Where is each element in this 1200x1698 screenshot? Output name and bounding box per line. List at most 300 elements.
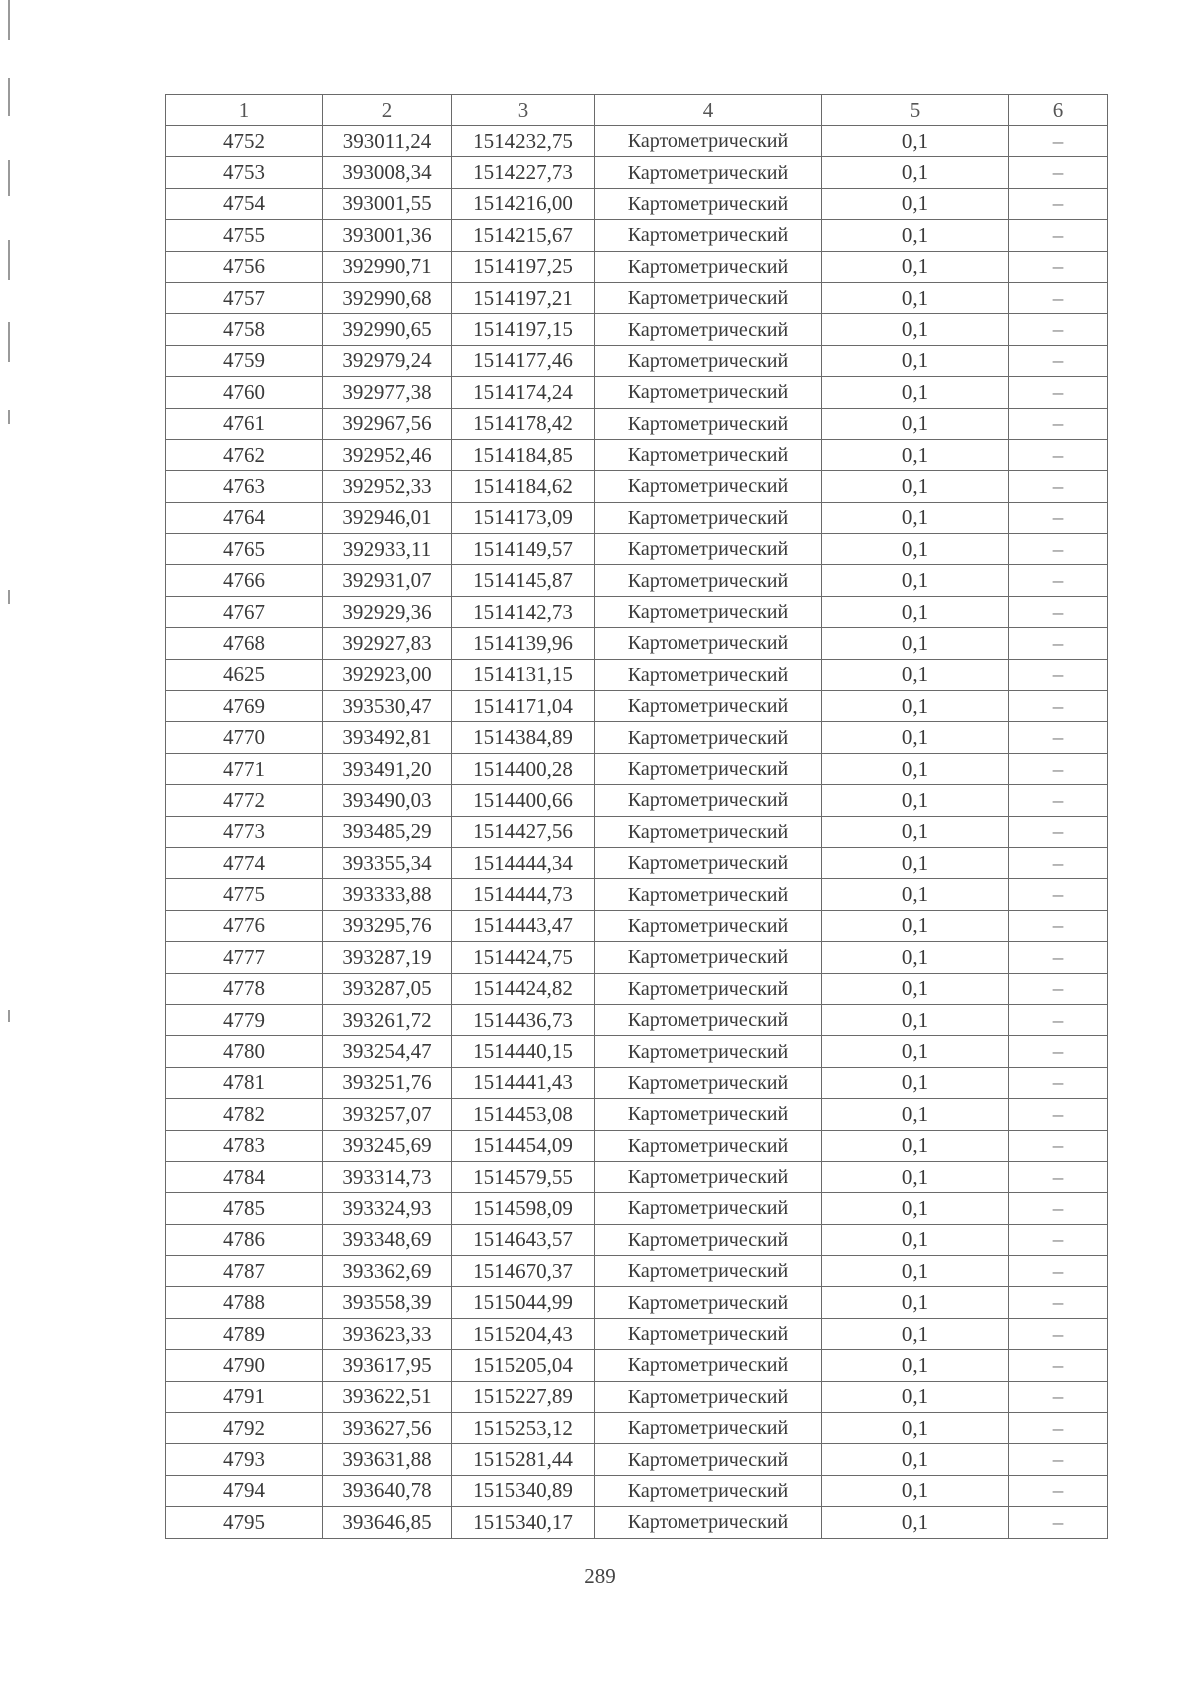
- x-coordinate-cell: 393314,73: [323, 1161, 452, 1192]
- point-number-cell: 4761: [166, 408, 323, 439]
- table-row: [166, 1318, 1108, 1349]
- note-cell: –: [1009, 1475, 1108, 1506]
- method-cell: Картометрический: [595, 408, 822, 439]
- table-row: [166, 691, 1108, 722]
- y-coordinate-cell: 1514215,67: [452, 220, 595, 251]
- x-coordinate-cell: 392927,83: [323, 628, 452, 659]
- x-coordinate-cell: 393640,78: [323, 1475, 452, 1506]
- accuracy-cell: 0,1: [822, 565, 1009, 596]
- y-coordinate-cell: 1514171,04: [452, 691, 595, 722]
- y-coordinate-cell: 1514670,37: [452, 1256, 595, 1287]
- point-number-cell: 4762: [166, 439, 323, 470]
- table-row: [166, 1444, 1108, 1475]
- y-coordinate-cell: 1514177,46: [452, 345, 595, 376]
- x-coordinate-cell: 392946,01: [323, 502, 452, 533]
- point-number-cell: 4770: [166, 722, 323, 753]
- method-cell: Картометрический: [595, 1475, 822, 1506]
- table-row: [166, 188, 1108, 219]
- point-number-cell: 4783: [166, 1130, 323, 1161]
- method-cell: Картометрический: [595, 534, 822, 565]
- y-coordinate-cell: 1514441,43: [452, 1067, 595, 1098]
- note-cell: –: [1009, 816, 1108, 847]
- accuracy-cell: 0,1: [822, 816, 1009, 847]
- point-number-cell: 4792: [166, 1413, 323, 1444]
- point-number-cell: 4794: [166, 1475, 323, 1506]
- scan-artifact: [8, 78, 10, 116]
- accuracy-cell: 0,1: [822, 910, 1009, 941]
- point-number-cell: 4765: [166, 534, 323, 565]
- x-coordinate-cell: 392990,65: [323, 314, 452, 345]
- table-row: [166, 1350, 1108, 1381]
- y-coordinate-cell: 1514436,73: [452, 1004, 595, 1035]
- point-number-cell: 4788: [166, 1287, 323, 1318]
- accuracy-cell: 0,1: [822, 1318, 1009, 1349]
- method-cell: Картометрический: [595, 251, 822, 282]
- note-cell: –: [1009, 1507, 1108, 1538]
- x-coordinate-cell: 393001,55: [323, 188, 452, 219]
- x-coordinate-cell: 393617,95: [323, 1350, 452, 1381]
- x-coordinate-cell: 392923,00: [323, 659, 452, 690]
- table-row: [166, 1287, 1108, 1318]
- accuracy-cell: 0,1: [822, 408, 1009, 439]
- x-coordinate-cell: 393558,39: [323, 1287, 452, 1318]
- note-cell: –: [1009, 753, 1108, 784]
- method-cell: Картометрический: [595, 1130, 822, 1161]
- x-coordinate-cell: 393001,36: [323, 220, 452, 251]
- method-cell: Картометрический: [595, 1413, 822, 1444]
- x-coordinate-cell: 392952,46: [323, 439, 452, 470]
- scan-artifact: [8, 1010, 10, 1022]
- method-cell: Картометрический: [595, 879, 822, 910]
- table-row: [166, 659, 1108, 690]
- point-number-cell: 4767: [166, 596, 323, 627]
- note-cell: –: [1009, 1256, 1108, 1287]
- note-cell: –: [1009, 251, 1108, 282]
- header-row: [166, 95, 1108, 126]
- table-row: [166, 1507, 1108, 1538]
- accuracy-cell: 0,1: [822, 377, 1009, 408]
- point-number-cell: 4793: [166, 1444, 323, 1475]
- accuracy-cell: 0,1: [822, 126, 1009, 157]
- note-cell: –: [1009, 220, 1108, 251]
- x-coordinate-cell: 392977,38: [323, 377, 452, 408]
- point-number-cell: 4776: [166, 910, 323, 941]
- x-coordinate-cell: 393623,33: [323, 1318, 452, 1349]
- method-cell: Картометрический: [595, 722, 822, 753]
- note-cell: –: [1009, 314, 1108, 345]
- x-coordinate-cell: 392952,33: [323, 471, 452, 502]
- x-coordinate-cell: 392990,68: [323, 282, 452, 313]
- table-row: [166, 1224, 1108, 1255]
- table-row: [166, 596, 1108, 627]
- note-cell: –: [1009, 973, 1108, 1004]
- table-row: [166, 157, 1108, 188]
- scan-artifact: [8, 160, 10, 196]
- method-cell: Картометрический: [595, 1256, 822, 1287]
- y-coordinate-cell: 1515340,89: [452, 1475, 595, 1506]
- column-header-6: 6: [1009, 95, 1108, 126]
- column-header-3: 3: [452, 95, 595, 126]
- coordinates-table: [165, 94, 1108, 1539]
- point-number-cell: 4784: [166, 1161, 323, 1192]
- accuracy-cell: 0,1: [822, 1067, 1009, 1098]
- note-cell: –: [1009, 659, 1108, 690]
- note-cell: –: [1009, 565, 1108, 596]
- point-number-cell: 4789: [166, 1318, 323, 1349]
- table-row: [166, 1036, 1108, 1067]
- y-coordinate-cell: 1514400,28: [452, 753, 595, 784]
- y-coordinate-cell: 1514227,73: [452, 157, 595, 188]
- x-coordinate-cell: 393485,29: [323, 816, 452, 847]
- y-coordinate-cell: 1515340,17: [452, 1507, 595, 1538]
- note-cell: –: [1009, 879, 1108, 910]
- accuracy-cell: 0,1: [822, 1256, 1009, 1287]
- table-row: [166, 282, 1108, 313]
- note-cell: –: [1009, 126, 1108, 157]
- accuracy-cell: 0,1: [822, 1350, 1009, 1381]
- point-number-cell: 4753: [166, 157, 323, 188]
- note-cell: –: [1009, 1161, 1108, 1192]
- point-number-cell: 4764: [166, 502, 323, 533]
- accuracy-cell: 0,1: [822, 722, 1009, 753]
- scan-artifact: [8, 0, 10, 40]
- accuracy-cell: 0,1: [822, 1130, 1009, 1161]
- point-number-cell: 4774: [166, 847, 323, 878]
- accuracy-cell: 0,1: [822, 973, 1009, 1004]
- note-cell: –: [1009, 157, 1108, 188]
- y-coordinate-cell: 1514131,15: [452, 659, 595, 690]
- point-number-cell: 4779: [166, 1004, 323, 1035]
- method-cell: Картометрический: [595, 314, 822, 345]
- method-cell: Картометрический: [595, 1193, 822, 1224]
- y-coordinate-cell: 1514184,62: [452, 471, 595, 502]
- y-coordinate-cell: 1514444,73: [452, 879, 595, 910]
- accuracy-cell: 0,1: [822, 314, 1009, 345]
- accuracy-cell: 0,1: [822, 188, 1009, 219]
- x-coordinate-cell: 393261,72: [323, 1004, 452, 1035]
- point-number-cell: 4781: [166, 1067, 323, 1098]
- x-coordinate-cell: 393287,19: [323, 942, 452, 973]
- method-cell: Картометрический: [595, 1067, 822, 1098]
- x-coordinate-cell: 393627,56: [323, 1413, 452, 1444]
- method-cell: Картометрический: [595, 816, 822, 847]
- point-number-cell: 4766: [166, 565, 323, 596]
- page-number: 289: [584, 1564, 616, 1588]
- method-cell: Картометрический: [595, 1507, 822, 1538]
- x-coordinate-cell: 393257,07: [323, 1099, 452, 1130]
- method-cell: Картометрический: [595, 785, 822, 816]
- y-coordinate-cell: 1514424,82: [452, 973, 595, 1004]
- x-coordinate-cell: 393324,93: [323, 1193, 452, 1224]
- method-cell: Картометрический: [595, 628, 822, 659]
- accuracy-cell: 0,1: [822, 879, 1009, 910]
- table-row: [166, 126, 1108, 157]
- table-row: [166, 220, 1108, 251]
- point-number-cell: 4759: [166, 345, 323, 376]
- accuracy-cell: 0,1: [822, 1381, 1009, 1412]
- point-number-cell: 4755: [166, 220, 323, 251]
- accuracy-cell: 0,1: [822, 502, 1009, 533]
- y-coordinate-cell: 1514598,09: [452, 1193, 595, 1224]
- y-coordinate-cell: 1514443,47: [452, 910, 595, 941]
- note-cell: –: [1009, 785, 1108, 816]
- table-row: [166, 408, 1108, 439]
- x-coordinate-cell: 393492,81: [323, 722, 452, 753]
- method-cell: Картометрический: [595, 1161, 822, 1192]
- accuracy-cell: 0,1: [822, 471, 1009, 502]
- y-coordinate-cell: 1514384,89: [452, 722, 595, 753]
- method-cell: Картометрический: [595, 659, 822, 690]
- y-coordinate-cell: 1514400,66: [452, 785, 595, 816]
- method-cell: Картометрический: [595, 377, 822, 408]
- point-number-cell: 4778: [166, 973, 323, 1004]
- table-row: [166, 785, 1108, 816]
- point-number-cell: 4754: [166, 188, 323, 219]
- x-coordinate-cell: 393362,69: [323, 1256, 452, 1287]
- method-cell: Картометрический: [595, 282, 822, 313]
- note-cell: –: [1009, 691, 1108, 722]
- y-coordinate-cell: 1515204,43: [452, 1318, 595, 1349]
- point-number-cell: 4772: [166, 785, 323, 816]
- table-row: [166, 251, 1108, 282]
- table-row: [166, 942, 1108, 973]
- note-cell: –: [1009, 408, 1108, 439]
- accuracy-cell: 0,1: [822, 157, 1009, 188]
- point-number-cell: 4782: [166, 1099, 323, 1130]
- accuracy-cell: 0,1: [822, 1224, 1009, 1255]
- table-row: [166, 345, 1108, 376]
- table-row: [166, 1413, 1108, 1444]
- x-coordinate-cell: 392931,07: [323, 565, 452, 596]
- method-cell: Картометрический: [595, 345, 822, 376]
- y-coordinate-cell: 1515281,44: [452, 1444, 595, 1475]
- note-cell: –: [1009, 1004, 1108, 1035]
- point-number-cell: 4769: [166, 691, 323, 722]
- note-cell: –: [1009, 1036, 1108, 1067]
- accuracy-cell: 0,1: [822, 1507, 1009, 1538]
- x-coordinate-cell: 393333,88: [323, 879, 452, 910]
- y-coordinate-cell: 1514454,09: [452, 1130, 595, 1161]
- note-cell: –: [1009, 1067, 1108, 1098]
- note-cell: –: [1009, 471, 1108, 502]
- column-header-2: 2: [323, 95, 452, 126]
- scan-artifact: [8, 322, 10, 362]
- note-cell: –: [1009, 1413, 1108, 1444]
- note-cell: –: [1009, 847, 1108, 878]
- method-cell: Картометрический: [595, 502, 822, 533]
- method-cell: Картометрический: [595, 942, 822, 973]
- note-cell: –: [1009, 377, 1108, 408]
- x-coordinate-cell: 393245,69: [323, 1130, 452, 1161]
- method-cell: Картометрический: [595, 188, 822, 219]
- accuracy-cell: 0,1: [822, 1287, 1009, 1318]
- accuracy-cell: 0,1: [822, 691, 1009, 722]
- y-coordinate-cell: 1514579,55: [452, 1161, 595, 1192]
- x-coordinate-cell: 392967,56: [323, 408, 452, 439]
- method-cell: Картометрический: [595, 1036, 822, 1067]
- table-row: [166, 1067, 1108, 1098]
- accuracy-cell: 0,1: [822, 1193, 1009, 1224]
- accuracy-cell: 0,1: [822, 1413, 1009, 1444]
- accuracy-cell: 0,1: [822, 659, 1009, 690]
- note-cell: –: [1009, 1099, 1108, 1130]
- note-cell: –: [1009, 282, 1108, 313]
- y-coordinate-cell: 1514173,09: [452, 502, 595, 533]
- table-row: [166, 816, 1108, 847]
- x-coordinate-cell: 393355,34: [323, 847, 452, 878]
- y-coordinate-cell: 1514424,75: [452, 942, 595, 973]
- note-cell: –: [1009, 1381, 1108, 1412]
- note-cell: –: [1009, 1130, 1108, 1161]
- note-cell: –: [1009, 1318, 1108, 1349]
- x-coordinate-cell: 392933,11: [323, 534, 452, 565]
- method-cell: Картометрический: [595, 1318, 822, 1349]
- accuracy-cell: 0,1: [822, 1004, 1009, 1035]
- scan-artifact: [8, 240, 10, 280]
- point-number-cell: 4757: [166, 282, 323, 313]
- method-cell: Картометрический: [595, 439, 822, 470]
- table-row: [166, 722, 1108, 753]
- y-coordinate-cell: 1515044,99: [452, 1287, 595, 1318]
- note-cell: –: [1009, 188, 1108, 219]
- point-number-cell: 4777: [166, 942, 323, 973]
- y-coordinate-cell: 1514139,96: [452, 628, 595, 659]
- table-row: [166, 439, 1108, 470]
- y-coordinate-cell: 1514444,34: [452, 847, 595, 878]
- table-row: [166, 314, 1108, 345]
- y-coordinate-cell: 1514197,25: [452, 251, 595, 282]
- point-number-cell: 4752: [166, 126, 323, 157]
- point-number-cell: 4771: [166, 753, 323, 784]
- accuracy-cell: 0,1: [822, 220, 1009, 251]
- y-coordinate-cell: 1514643,57: [452, 1224, 595, 1255]
- y-coordinate-cell: 1514174,24: [452, 377, 595, 408]
- column-header-5: 5: [822, 95, 1009, 126]
- note-cell: –: [1009, 345, 1108, 376]
- point-number-cell: 4791: [166, 1381, 323, 1412]
- table-row: [166, 1004, 1108, 1035]
- scan-artifact: [8, 410, 10, 424]
- table-row: [166, 910, 1108, 941]
- accuracy-cell: 0,1: [822, 596, 1009, 627]
- accuracy-cell: 0,1: [822, 628, 1009, 659]
- note-cell: –: [1009, 1193, 1108, 1224]
- accuracy-cell: 0,1: [822, 1475, 1009, 1506]
- table-row: [166, 753, 1108, 784]
- method-cell: Картометрический: [595, 471, 822, 502]
- x-coordinate-cell: 393348,69: [323, 1224, 452, 1255]
- note-cell: –: [1009, 942, 1108, 973]
- accuracy-cell: 0,1: [822, 282, 1009, 313]
- method-cell: Картометрический: [595, 1350, 822, 1381]
- y-coordinate-cell: 1514216,00: [452, 188, 595, 219]
- x-coordinate-cell: 393011,24: [323, 126, 452, 157]
- accuracy-cell: 0,1: [822, 1036, 1009, 1067]
- table-row: [166, 565, 1108, 596]
- y-coordinate-cell: 1515253,12: [452, 1413, 595, 1444]
- point-number-cell: 4756: [166, 251, 323, 282]
- table-row: [166, 879, 1108, 910]
- y-coordinate-cell: 1514184,85: [452, 439, 595, 470]
- table-row: [166, 1161, 1108, 1192]
- method-cell: Картометрический: [595, 596, 822, 627]
- note-cell: –: [1009, 1224, 1108, 1255]
- table-row: [166, 1475, 1108, 1506]
- y-coordinate-cell: 1514145,87: [452, 565, 595, 596]
- x-coordinate-cell: 393622,51: [323, 1381, 452, 1412]
- table-body: [166, 126, 1108, 1539]
- x-coordinate-cell: 393530,47: [323, 691, 452, 722]
- accuracy-cell: 0,1: [822, 942, 1009, 973]
- table-row: [166, 534, 1108, 565]
- point-number-cell: 4625: [166, 659, 323, 690]
- method-cell: Картометрический: [595, 753, 822, 784]
- table-row: [166, 1256, 1108, 1287]
- x-coordinate-cell: 392929,36: [323, 596, 452, 627]
- x-coordinate-cell: 393295,76: [323, 910, 452, 941]
- note-cell: –: [1009, 534, 1108, 565]
- method-cell: Картометрический: [595, 220, 822, 251]
- accuracy-cell: 0,1: [822, 345, 1009, 376]
- point-number-cell: 4780: [166, 1036, 323, 1067]
- column-header-4: 4: [595, 95, 822, 126]
- method-cell: Картометрический: [595, 973, 822, 1004]
- accuracy-cell: 0,1: [822, 785, 1009, 816]
- accuracy-cell: 0,1: [822, 439, 1009, 470]
- x-coordinate-cell: 393646,85: [323, 1507, 452, 1538]
- y-coordinate-cell: 1514232,75: [452, 126, 595, 157]
- y-coordinate-cell: 1514197,21: [452, 282, 595, 313]
- point-number-cell: 4763: [166, 471, 323, 502]
- method-cell: Картометрический: [595, 157, 822, 188]
- x-coordinate-cell: 393254,47: [323, 1036, 452, 1067]
- note-cell: –: [1009, 1350, 1108, 1381]
- table-row: [166, 1130, 1108, 1161]
- note-cell: –: [1009, 596, 1108, 627]
- y-coordinate-cell: 1514178,42: [452, 408, 595, 439]
- table-row: [166, 377, 1108, 408]
- point-number-cell: 4787: [166, 1256, 323, 1287]
- note-cell: –: [1009, 1444, 1108, 1475]
- accuracy-cell: 0,1: [822, 1161, 1009, 1192]
- y-coordinate-cell: 1514197,15: [452, 314, 595, 345]
- table-row: [166, 1099, 1108, 1130]
- accuracy-cell: 0,1: [822, 534, 1009, 565]
- method-cell: Картометрический: [595, 126, 822, 157]
- y-coordinate-cell: 1514440,15: [452, 1036, 595, 1067]
- method-cell: Картометрический: [595, 1099, 822, 1130]
- note-cell: –: [1009, 628, 1108, 659]
- note-cell: –: [1009, 910, 1108, 941]
- point-number-cell: 4786: [166, 1224, 323, 1255]
- table-row: [166, 847, 1108, 878]
- point-number-cell: 4773: [166, 816, 323, 847]
- x-coordinate-cell: 393287,05: [323, 973, 452, 1004]
- y-coordinate-cell: 1515227,89: [452, 1381, 595, 1412]
- note-cell: –: [1009, 722, 1108, 753]
- point-number-cell: 4760: [166, 377, 323, 408]
- accuracy-cell: 0,1: [822, 847, 1009, 878]
- x-coordinate-cell: 392990,71: [323, 251, 452, 282]
- note-cell: –: [1009, 502, 1108, 533]
- method-cell: Картометрический: [595, 1381, 822, 1412]
- column-header-1: 1: [166, 95, 323, 126]
- point-number-cell: 4790: [166, 1350, 323, 1381]
- table-row: [166, 628, 1108, 659]
- method-cell: Картометрический: [595, 1287, 822, 1318]
- note-cell: –: [1009, 439, 1108, 470]
- note-cell: –: [1009, 1287, 1108, 1318]
